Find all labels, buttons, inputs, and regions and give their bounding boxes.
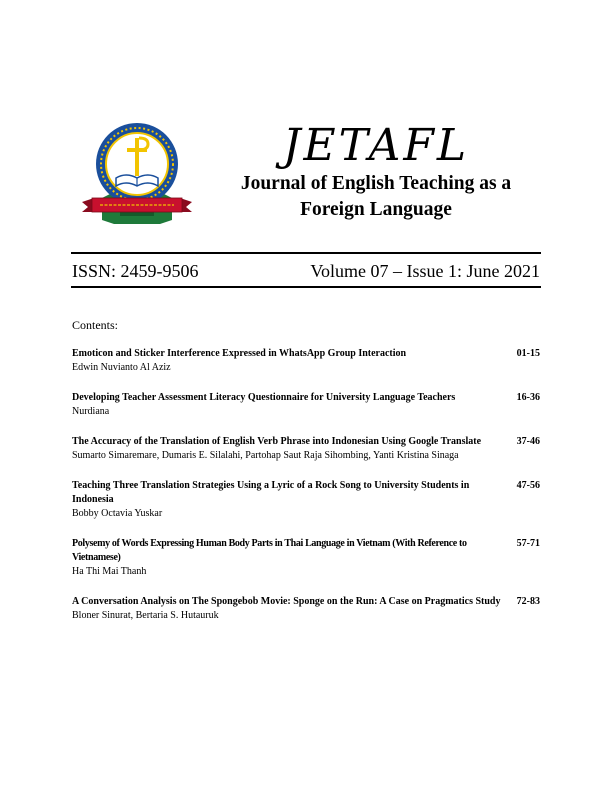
journal-full-name-line2: Foreign Language <box>300 199 452 220</box>
toc-entry <box>72 391 540 419</box>
header-bottom-rule <box>71 286 541 288</box>
toc-entry <box>72 479 540 521</box>
university-seal-logo <box>80 120 194 228</box>
volume-issue-label: Volume 07 – Issue 1: June 2021 <box>310 261 540 281</box>
toc-entry <box>72 537 540 579</box>
article-pages: 72-83 <box>516 596 540 607</box>
table-of-contents <box>72 347 540 623</box>
article-authors: Edwin Nuvianto Al Aziz <box>72 362 171 373</box>
article-title[interactable]: The Accuracy of the Translation of English Verb Phrase into Indonesian Using Google Translate <box>72 436 482 447</box>
article-title[interactable]: Teaching Three Translation Strategies Using a Lyric of a Rock Song to University Students in Indonesia <box>72 480 470 505</box>
article-pages: 37-46 <box>516 436 540 447</box>
toc-entry <box>72 595 540 623</box>
ribbon-banner <box>82 198 192 212</box>
journal-acronym: JETAFL <box>282 120 470 171</box>
article-title[interactable]: Emoticon and Sticker Interference Expressed in WhatsApp Group Interaction <box>72 348 407 359</box>
issn-label: ISSN: 2459-9506 <box>72 261 199 281</box>
article-pages: 01-15 <box>516 348 540 359</box>
article-authors: Sumarto Simaremare, Dumaris E. Silalahi, Partohap Saut Raja Sihombing, Yanti Kristina Sinaga <box>72 450 459 461</box>
article-pages: 47-56 <box>516 480 540 491</box>
toc-entry <box>72 435 540 463</box>
article-authors: Nurdiana <box>72 406 110 417</box>
article-authors: Ha Thi Mai Thanh <box>72 566 147 577</box>
journal-title-block <box>226 121 526 223</box>
article-authors: Bobby Octavia Yuskar <box>72 508 163 519</box>
contents-heading: Contents: <box>72 318 119 332</box>
toc-entry <box>72 347 540 375</box>
article-title[interactable]: Developing Teacher Assessment Literacy Questionnaire for University Language Teachers <box>72 392 456 403</box>
journal-full-name-line1: Journal of English Teaching as a <box>240 173 512 194</box>
article-title[interactable]: A Conversation Analysis on The Spongebob Movie: Sponge on the Run: A Case on Pragmatics Study <box>72 596 501 607</box>
article-title[interactable]: Polysemy of Words Expressing Human Body Parts in Thai Language in Vietnam (With Reference to Vietnamese) <box>72 538 467 563</box>
article-pages: 16-36 <box>516 392 540 403</box>
header-top-rule <box>71 252 541 254</box>
article-pages: 57-71 <box>516 538 540 549</box>
article-authors: Bloner Sinurat, Bertaria S. Hutauruk <box>72 610 219 621</box>
